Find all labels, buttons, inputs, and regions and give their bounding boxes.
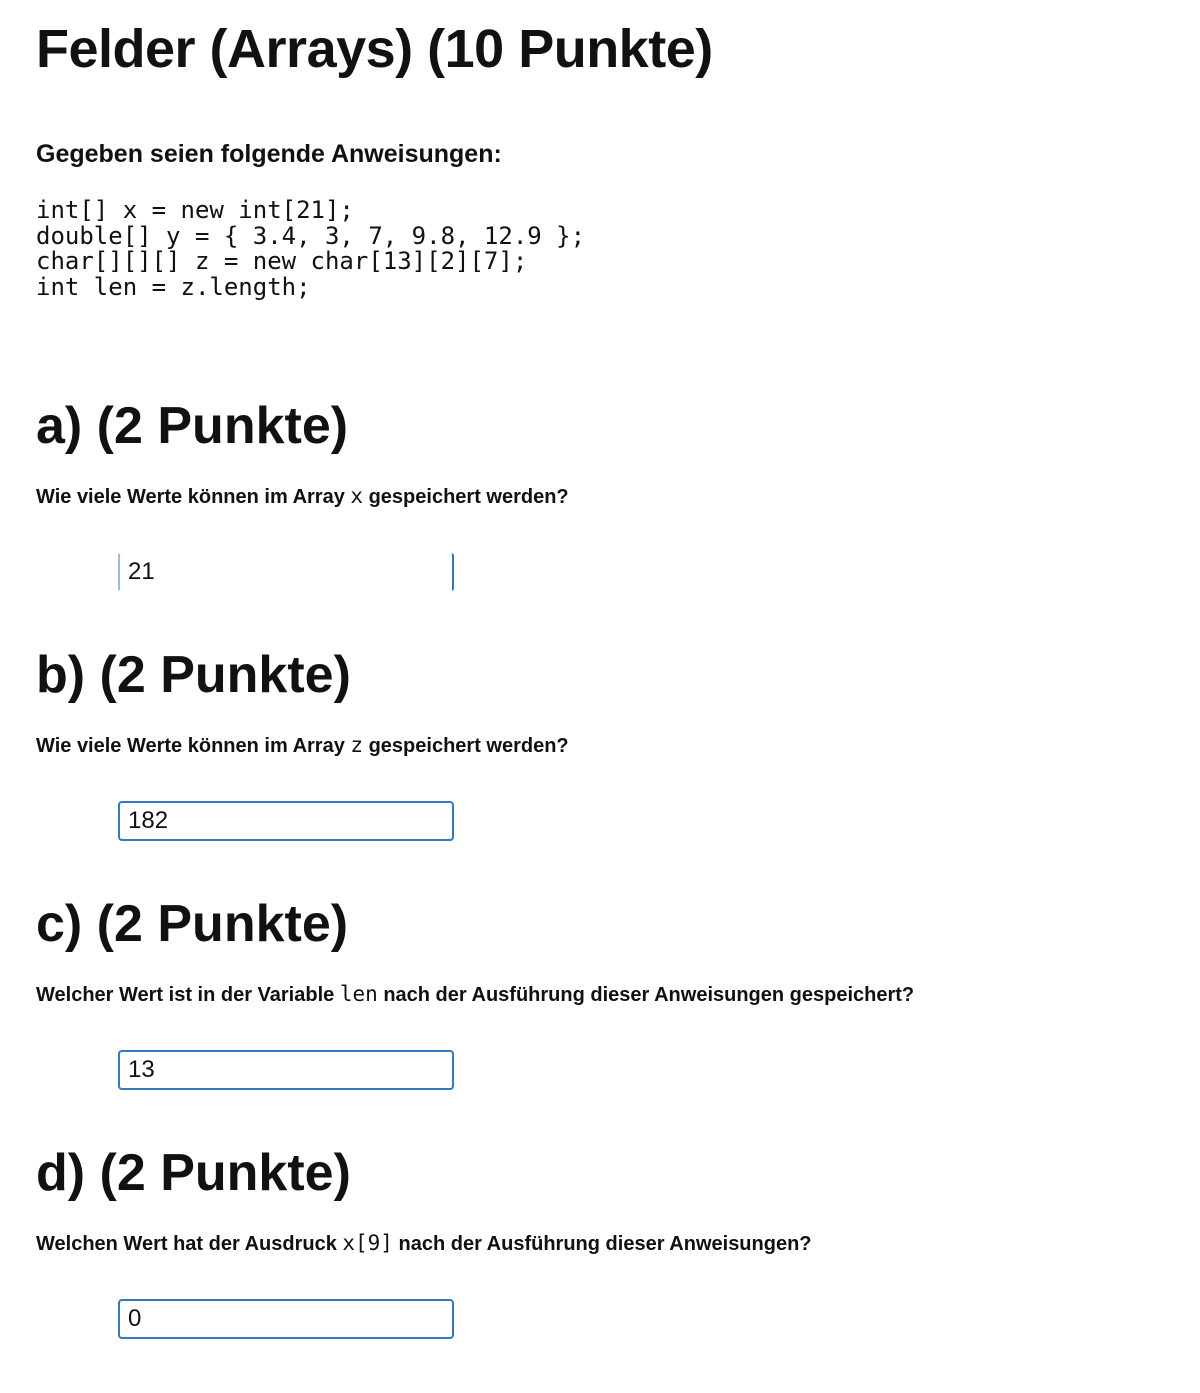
section-a xyxy=(36,396,1176,646)
question-text: Welchen Wert hat der Ausdruck xyxy=(36,1233,343,1255)
code-line: char[][][] z = new char[13][2][7]; xyxy=(36,247,528,275)
question-code: x[9] xyxy=(342,1231,393,1255)
question-code: len xyxy=(339,982,378,1006)
section-c xyxy=(36,894,1176,1144)
section-d xyxy=(36,1143,1176,1393)
question-text: Welcher Wert ist in der Variable xyxy=(36,984,340,1006)
section-a-question xyxy=(36,484,569,509)
section-c-heading: c) (2 Punkte) xyxy=(36,895,349,953)
question-text: Wie viele Werte können im Array xyxy=(36,486,351,508)
section-d-question xyxy=(36,1231,812,1256)
section-b xyxy=(36,645,1176,895)
answer-input-a[interactable] xyxy=(118,552,454,592)
section-b-question xyxy=(36,733,569,758)
question-text: nach der Ausführung dieser Anweisungen gespeichert? xyxy=(377,984,915,1006)
code-line: double[] y = { 3.4, 3, 7, 9.8, 12.9 }; xyxy=(36,221,586,250)
section-d-heading: d) (2 Punkte) xyxy=(36,1144,351,1202)
code-line: int[] x = new int[21]; xyxy=(36,196,354,224)
answer-input-b[interactable] xyxy=(118,801,454,841)
answer-input-d[interactable] xyxy=(118,1299,454,1339)
question-text: Wie viele Werte können im Array xyxy=(36,735,351,757)
question-code: z xyxy=(350,733,364,757)
code-block xyxy=(36,198,585,300)
question-text: gespeichert werden? xyxy=(363,735,569,757)
section-a-heading: a) (2 Punkte) xyxy=(36,397,349,455)
intro-text: Gegeben seien folgende Anweisungen: xyxy=(36,140,502,168)
question-text: gespeichert werden? xyxy=(363,486,569,508)
page-title: Felder (Arrays) (10 Punkte) xyxy=(36,19,713,79)
code-line: int len = z.length; xyxy=(36,272,311,301)
section-c-question xyxy=(36,982,914,1007)
question-text: nach der Ausführung dieser Anweisungen? xyxy=(392,1233,812,1255)
answer-input-c[interactable] xyxy=(118,1050,454,1090)
question-code: x xyxy=(350,484,364,508)
section-b-heading: b) (2 Punkte) xyxy=(36,646,351,704)
